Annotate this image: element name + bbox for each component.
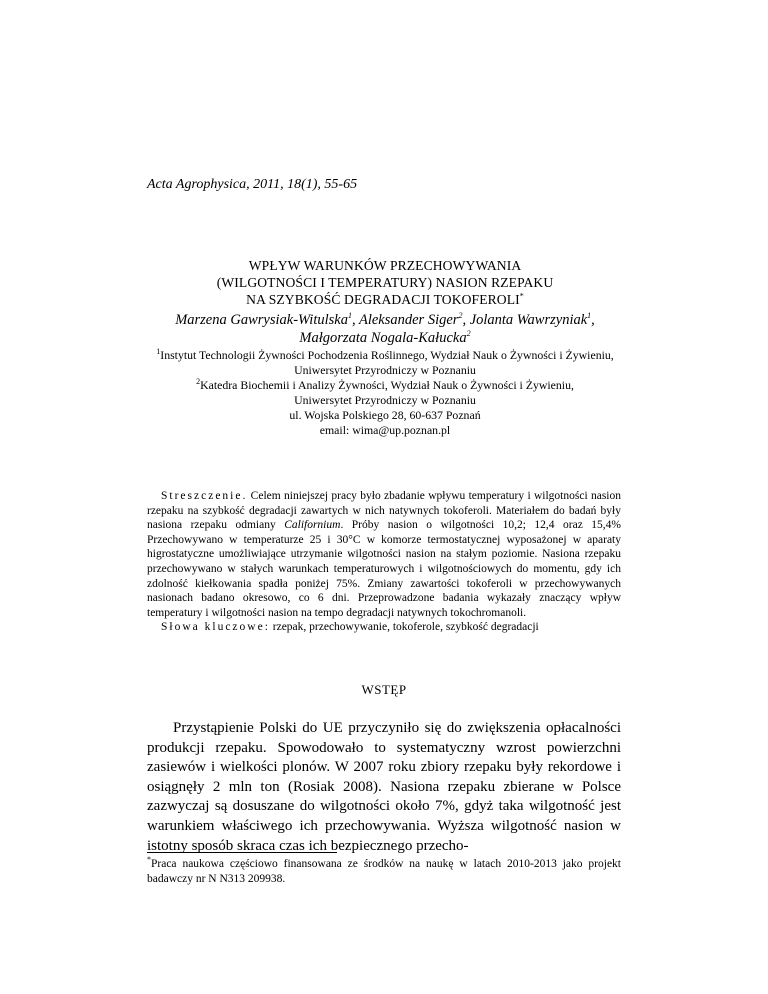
keywords-text: rzepak, przechowywanie, tokoferole, szybkość degradacji bbox=[269, 621, 539, 634]
abstract-body-b: . Próby nasion o wilgotności 10,2; 12,4 oraz 15,4% Przechowywano w temperaturze 25 i 30°C w komorze termostatycznej wyposażonej w aparaty higrostatyczne umożliwiające utrzymanie wilgotności nasion na stałym poziomie. Nasiona rzepaku przechowywano w stałych warunkach temperaturowych i wilgotnościowych do momentu, gdy ich zdolność kiełkowania spadła poniżej 75%. Zmiany zawartości tokoferoli w przechowywanych nasionach badano okresowo, co 6 dni. Przeprowadzone badania wykazały znaczący wpływ temperatury i wilgotności nasion na tempo degradacji natywnych tokochromanoli. bbox=[147, 519, 621, 619]
abstract-text bbox=[147, 489, 621, 620]
affiliation-1 bbox=[140, 348, 630, 363]
author-name: Małgorzata Nogala-Kałucka bbox=[299, 330, 467, 346]
abstract-body-a: Celem niniejszej pracy było zbadanie wpływu temperatury i wilgotności nasion rzepaku na szybkość degradacji zawartych w nich natywnych tokoferoli. Materiałem do badań były nasiona rzepaku odmiany bbox=[147, 490, 621, 532]
article-title bbox=[150, 257, 620, 308]
title-footnote-mark: * bbox=[519, 291, 524, 301]
footnote-text: Praca naukowa częściowo finansowana ze środków na naukę w latach 2010-2013 jako projekt badawczy nr N N313 209938. bbox=[147, 858, 621, 885]
title-line-3 bbox=[150, 291, 620, 308]
affiliation-mark: 2 bbox=[196, 377, 201, 387]
affiliations bbox=[140, 348, 630, 439]
body-paragraph: Przystąpienie Polski do UE przyczyniło się do zwiększenia opłacalności produkcji rzepaku. Spowodowało to systematyczny wzrost powierzchni zasiewów i wielkości plonów. W 2007 roku zbiory rzepaku były rekordowe i osiągnęły 2 mln ton (Rosiak 2008). Nasiona rzepaku zbierane w Polsce zazwyczaj są dosuszane do wilgotności około 7%, gdyż taka wilgotność jest warunkiem właściwego ich przechowywania. Wyższa wilgotność nasion w istotny sposób skraca czas ich bezpiecznego przecho- bbox=[147, 720, 621, 854]
author-affiliation-mark: 2 bbox=[466, 329, 471, 339]
author-affiliation-mark: 1 bbox=[587, 311, 592, 321]
title-line-3-text: NA SZYBKOŚĆ DEGRADACJI TOKOFEROLI bbox=[246, 292, 520, 307]
abstract-variety: Californium bbox=[284, 519, 341, 532]
author-affiliation-mark: 2 bbox=[458, 311, 463, 321]
affiliation-mark: 1 bbox=[156, 347, 161, 357]
author-name: Marzena Gawrysiak-Witulska bbox=[175, 312, 348, 328]
author-name: Aleksander Siger bbox=[358, 312, 459, 328]
affiliation-2-line-1: Katedra Biochemii i Analizy Żywności, Wydział Nauk o Żywności i Żywieniu, bbox=[200, 378, 574, 393]
journal-citation: Acta Agrophysica, 2011, 18(1), 55-65 bbox=[147, 177, 358, 192]
postal-address: ul. Wojska Polskiego 28, 60-637 Poznań bbox=[289, 408, 481, 423]
title-line-1: WPŁYW WARUNKÓW PRZECHOWYWANIA bbox=[248, 258, 522, 273]
keywords-label: Słowa kluczowe: bbox=[161, 621, 270, 634]
keywords bbox=[147, 620, 621, 635]
footnote bbox=[147, 857, 621, 887]
author-list: Marzena Gawrysiak-Witulska$^1$, Aleksander Siger$^2$, Jolanta Wawrzyniak$^1$, Małgorzata Nogala-Kałucka$^2$ bbox=[175, 311, 595, 346]
affiliation-1-line-2: Uniwersytet Przyrodniczy w Poznaniu bbox=[294, 363, 476, 378]
author-affiliation-mark: 1 bbox=[347, 311, 352, 321]
affiliation-2-line-2: Uniwersytet Przyrodniczy w Poznaniu bbox=[294, 393, 476, 408]
title-line-2: (WILGOTNOŚCI I TEMPERATURY) NASION RZEPAKU bbox=[216, 275, 554, 290]
contact-email: email: wima@up.poznan.pl bbox=[319, 423, 451, 438]
section-heading: WSTĘP bbox=[361, 682, 407, 697]
footnote-divider bbox=[147, 852, 337, 853]
affiliation-1-line-1: Instytut Technologii Żywności Pochodzenia Roślinnego, Wydział Nauk o Żywności i Żywieniu, bbox=[160, 348, 614, 362]
footnote-mark: * bbox=[147, 855, 151, 865]
affiliation-2 bbox=[140, 378, 630, 393]
abstract-label: Streszczenie. bbox=[161, 490, 248, 502]
abstract bbox=[147, 489, 621, 635]
author-name: Jolanta Wawrzyniak bbox=[469, 312, 588, 328]
